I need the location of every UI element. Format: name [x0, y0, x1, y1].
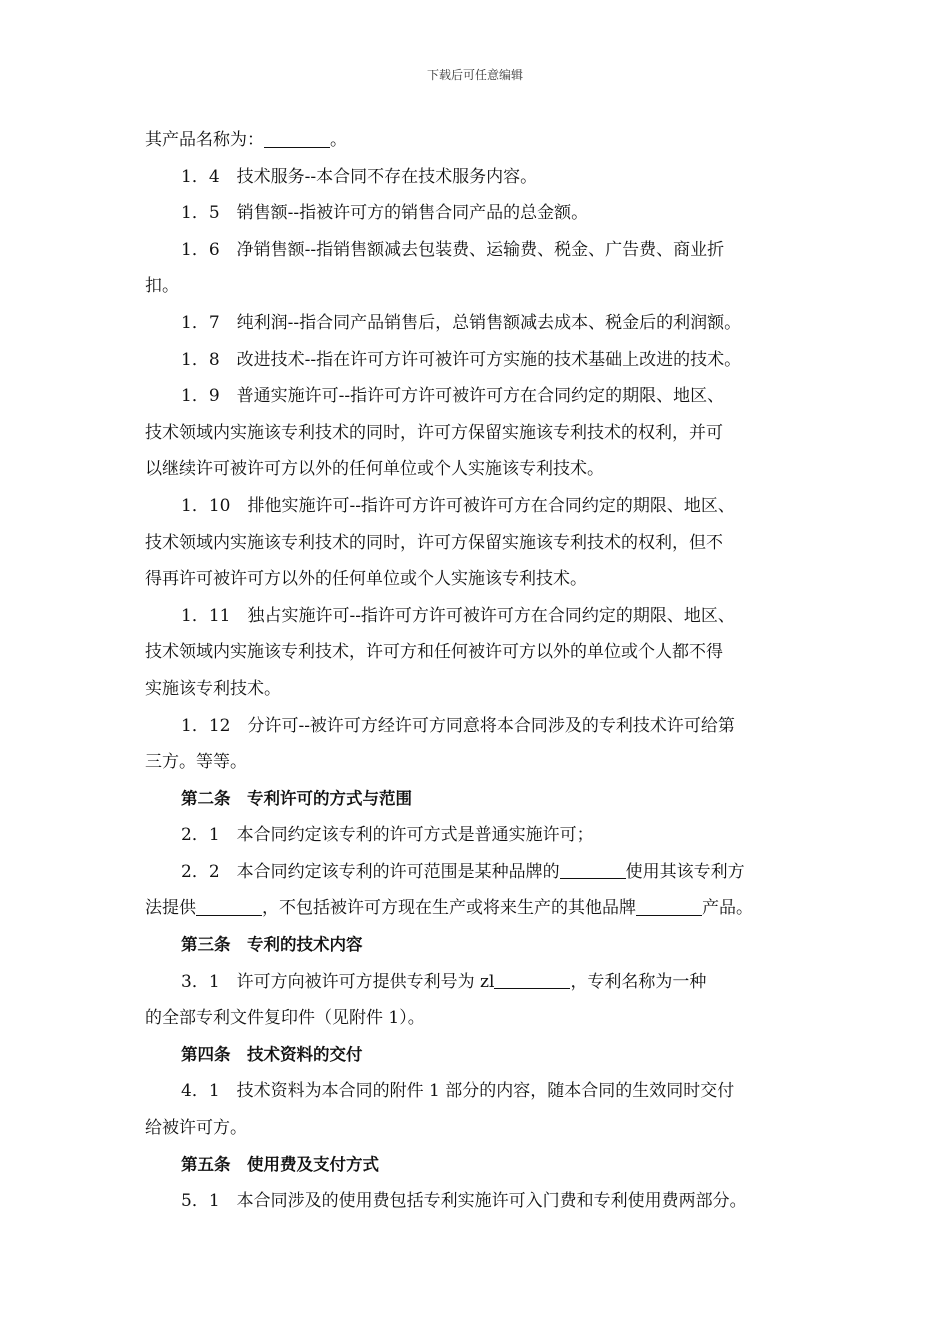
document-body	[145, 122, 825, 1220]
fill-blank	[264, 146, 330, 148]
article-3-heading: 第三条 专利的技术内容	[181, 935, 363, 955]
text-segment: 。	[330, 130, 347, 150]
clause-2-2-cont	[145, 890, 825, 927]
clause-3-1-cont: 的全部专利文件复印件（见附件 1）。	[145, 1008, 425, 1029]
article-5-heading: 第五条 使用费及支付方式	[181, 1154, 379, 1174]
clause-1-7: 1．7 纯利润--指合同产品销售后，总销售额减去成本、税金后的利润额。	[181, 312, 742, 333]
clause-1-9-cont: 技术领域内实施该专利技术的同时，许可方保留实施该专利技术的权利，并可	[145, 422, 723, 443]
article-2-heading: 第二条 专利许可的方式与范围	[181, 788, 412, 808]
clause-1-5: 1．5 销售额--指被许可方的销售合同产品的总金额。	[181, 203, 589, 224]
text-segment: 法提供	[145, 898, 196, 919]
clause-1-11-cont: 技术领域内实施该专利技术，许可方和任何被许可方以外的单位或个人都不得	[145, 642, 723, 663]
clause-2-1: 2．1 本合同约定该专利的许可方式是普通实施许可；	[181, 825, 594, 846]
text-segment: 产品。	[702, 898, 753, 919]
clause-1-9-cont: 以继续许可被许可方以外的任何单位或个人实施该专利技术。	[145, 459, 604, 480]
clause-1-10: 1．10 排他实施许可--指许可方许可被许可方在合同约定的期限、地区、	[181, 495, 735, 516]
text-segment: 其产品名称为：	[145, 130, 264, 150]
clause-2-2	[145, 854, 825, 891]
text-segment: 3．1 许可方向被许可方提供专利号为 zl	[181, 971, 495, 992]
fill-blank	[196, 914, 262, 916]
text-segment: ，不包括被许可方现在生产或将来生产的其他品牌	[262, 898, 636, 919]
text-segment: ，专利名称为一种	[570, 971, 707, 992]
clause-1-10-cont: 得再许可被许可方以外的任何单位或个人实施该专利技术。	[145, 569, 587, 590]
clause-1-10-cont: 技术领域内实施该专利技术的同时，许可方保留实施该专利技术的权利，但不	[145, 532, 723, 553]
clause-1-11: 1．11 独占实施许可--指许可方许可被许可方在合同约定的期限、地区、	[181, 605, 735, 626]
clause-1-4: 1．4 技术服务--本合同不存在技术服务内容。	[181, 166, 538, 187]
clause-1-6: 1．6 净销售额--指销售额减去包装费、运输费、税金、广告费、商业折	[181, 239, 725, 260]
article-4-heading: 第四条 技术资料的交付	[181, 1044, 363, 1064]
clause-4-1: 4．1 技术资料为本合同的附件 1 部分的内容，随本合同的生效同时交付	[181, 1081, 735, 1102]
text-segment: 2．2 本合同约定该专利的许可范围是某种品牌的	[181, 861, 560, 882]
text-segment: 使用其该专利方	[625, 861, 745, 882]
clause-4-1-cont: 给被许可方。	[145, 1118, 247, 1139]
clause-3-1	[145, 964, 825, 1001]
clause-1-12-cont: 三方。等等。	[145, 752, 247, 773]
fill-blank	[494, 987, 570, 989]
product-name-line	[145, 122, 825, 159]
clause-1-8: 1．8 改进技术--指在许可方许可被许可方实施的技术基础上改进的技术。	[181, 349, 742, 370]
clause-1-9: 1．9 普通实施许可--指许可方许可被许可方在合同约定的期限、地区、	[181, 386, 725, 407]
clause-5-1: 5．1 本合同涉及的使用费包括专利实施许可入门费和专利使用费两部分。	[181, 1191, 747, 1212]
clause-1-11-cont: 实施该专利技术。	[145, 678, 281, 699]
page-header-note: 下载后可任意编辑	[426, 68, 523, 82]
clause-1-6-cont: 扣。	[145, 276, 179, 297]
fill-blank	[560, 877, 626, 879]
clause-1-12: 1．12 分许可--被许可方经许可方同意将本合同涉及的专利技术许可给第	[181, 715, 735, 736]
fill-blank	[636, 914, 702, 916]
